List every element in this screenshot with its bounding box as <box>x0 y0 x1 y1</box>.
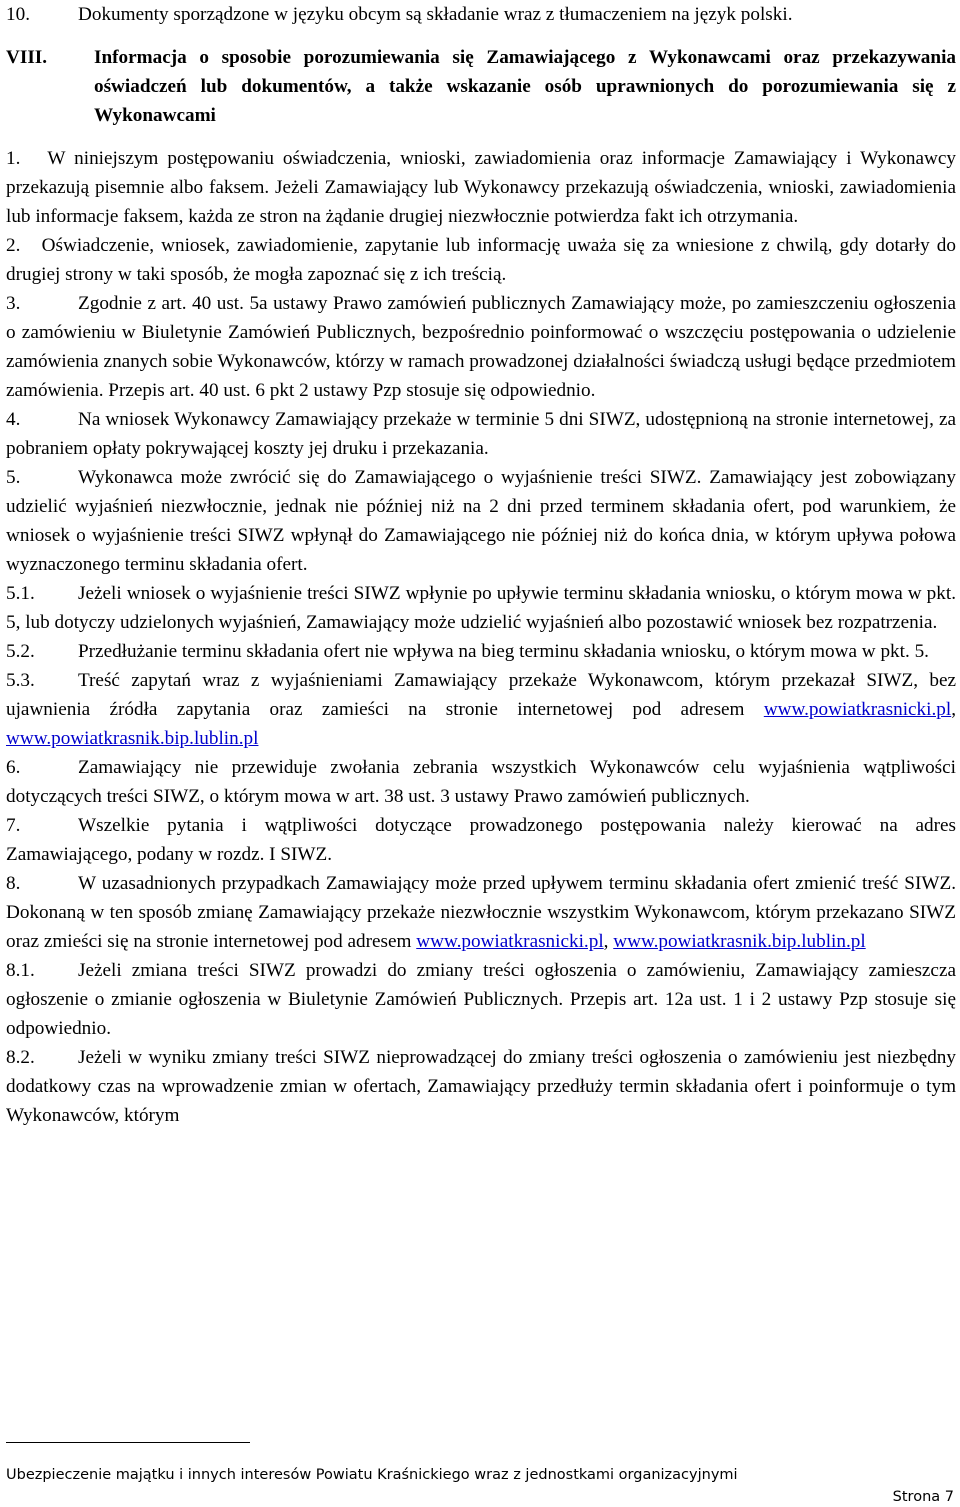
link-powiatkrasnicki[interactable]: www.powiatkrasnicki.pl <box>763 699 952 720</box>
paragraph-text: Dokumenty sporządzone w języku obcym są składanie wraz z tłumaczeniem na język polski. <box>78 4 793 25</box>
paragraph-number: 10. <box>6 4 30 25</box>
paragraph-text: Wykonawca może zwrócić się do Zamawiającego o wyjaśnienie treści SIWZ. Zamawiający jest zobowiązany udzielić wyjaśnień niezwłocznie, jednak nie później niż na 2 dni przed terminem składania ofert, pod warunkiem, że wniosek o wyjaśnienie treści SIWZ wpłynął do Zamawiającego nie później niż do końca dnia, w którym upływa połowa wyznaczonego terminu składania ofert. <box>6 467 956 575</box>
paragraph-number: 5.3. <box>6 670 35 691</box>
paragraph-5 <box>6 463 956 579</box>
paragraph-5-1 <box>6 579 956 637</box>
paragraph-text: Na wniosek Wykonawcy Zamawiający przekaże w terminie 5 dni SIWZ, udostępnioną na stronie internetowej, za pobraniem opłaty pokrywającej koszty jej druku i przekazania. <box>6 409 956 459</box>
paragraph-number: 5.1. <box>6 583 35 604</box>
paragraph-8 <box>6 869 956 956</box>
paragraph-number: 3. <box>6 293 21 314</box>
paragraph-5-3 <box>6 666 956 753</box>
paragraph-10 <box>6 0 956 29</box>
section-heading <box>6 43 956 130</box>
paragraph-number: 1. <box>6 148 21 169</box>
paragraph-text: Treść zapytań wraz z wyjaśnieniami Zamawiający przekaże Wykonawcom, którym przekazał SIWZ, bez ujawnienia źródła zapytania oraz zamieści na stronie internetowej pod adresem <box>6 670 956 720</box>
paragraph-text: Zamawiający nie przewiduje zwołania zebrania wszystkich Wykonawców celu wyjaśnienia wątpliwości dotyczących treści SIWZ, o którym mowa w art. 38 ust. 3 ustawy Prawo zamówień publicznych. <box>6 757 956 807</box>
paragraph-number: 8.1. <box>6 960 35 981</box>
paragraph-text: W uzasadnionych przypadkach Zamawiający może przed upływem terminu składania ofert zmienić treść SIWZ. Dokonaną w ten sposób zmianę Zamawiający przekaże niezwłocznie wszystkim Wykonawcom, którym przekazano SIWZ oraz zmieści się na stronie internetowej pod adresem <box>6 873 956 952</box>
paragraph-6 <box>6 753 956 811</box>
spacer <box>6 130 956 144</box>
paragraph-number: 8. <box>6 873 21 894</box>
paragraph-5-2 <box>6 637 956 666</box>
paragraph-4 <box>6 405 956 463</box>
page-number: Strona 7 <box>892 1489 954 1505</box>
paragraph-number: 7. <box>6 815 21 836</box>
footer-divider <box>6 1442 250 1443</box>
section-number: VIII. <box>6 47 48 68</box>
paragraph-number: 4. <box>6 409 21 430</box>
paragraph-text: Zgodnie z art. 40 ust. 5a ustawy Prawo zamówień publicznych Zamawiający może, po zamieszczeniu ogłoszenia o zamówieniu w Biuletynie Zamówień Publicznych, bezpośrednio poinformować o wszczęciu postępowania o udzielenie zamówienia znanych sobie Wykonawców, którzy w ramach prowadzonej działalności świadczą usługi będące przedmiotem zamówienia. Przepis art. 40 ust. 6 pkt 2 ustawy Pzp stosuje się odpowiednio. <box>6 293 956 401</box>
link-separator: , <box>951 699 957 720</box>
paragraph-7 <box>6 811 956 869</box>
paragraph-text: Jeżeli wniosek o wyjaśnienie treści SIWZ wpłynie po upływie terminu składania wniosku, o którym mowa w pkt. 5, lub dotyczy udzielonych wyjaśnień, Zamawiający może udzielić wyjaśnień albo pozostawić wniosek bez rozpatrzenia. <box>6 583 956 633</box>
paragraph-number: 5.2. <box>6 641 35 662</box>
paragraph-text: Oświadczenie, wniosek, zawiadomienie, zapytanie lub informację uważa się za wniesione z chwilą, gdy dotarły do drugiej strony w taki sposób, że mogła zapoznać się z ich treścią. <box>6 235 956 285</box>
paragraph-text: Przedłużanie terminu składania ofert nie wpływa na bieg terminu składania wniosku, o którym mowa w pkt. 5. <box>78 641 929 662</box>
paragraph-number: 8.2. <box>6 1047 35 1068</box>
paragraph-number: 6. <box>6 757 21 778</box>
footer-text: Ubezpieczenie majątku i innych interesów Powiatu Kraśnickiego wraz z jednostkami organizacyjnymi <box>6 1467 738 1483</box>
paragraph-8-2 <box>6 1043 956 1130</box>
paragraph-text: Jeżeli w wyniku zmiany treści SIWZ nieprowadzącej do zmiany treści ogłoszenia o zamówieniu jest niezbędny dodatkowy czas na wprowadzenie zmian w ofertach, Zamawiający przedłuży termin składania ofert i poinformuje o tym Wykonawców, którym <box>6 1047 956 1126</box>
paragraph-1 <box>6 144 956 231</box>
link-bip-lublin[interactable]: www.powiatkrasnik.bip.lublin.pl <box>613 931 866 952</box>
paragraph-text: Wszelkie pytania i wątpliwości dotyczące prowadzonego postępowania należy kierować na adres Zamawiającego, podany w rozdz. I SIWZ. <box>6 815 956 865</box>
paragraph-number: 5. <box>6 467 21 488</box>
paragraph-2 <box>6 231 956 289</box>
link-bip-lublin[interactable]: www.powiatkrasnik.bip.lublin.pl <box>6 728 259 749</box>
document-page <box>6 0 956 1130</box>
paragraph-8-1 <box>6 956 956 1043</box>
link-separator: , <box>603 931 614 952</box>
spacer <box>6 29 956 43</box>
paragraph-text: W niniejszym postępowaniu oświadczenia, wnioski, zawiadomienia oraz informacje Zamawiający i Wykonawcy przekazują pisemnie albo faksem. Jeżeli Zamawiający lub Wykonawcy przekazują oświadczenia, wnioski, zawiadomienia lub informacje faksem, każda ze stron na żądanie drugiej niezwłocznie potwierdza fakt ich otrzymania. <box>6 148 956 227</box>
section-title: Informacja o sposobie porozumiewania się Zamawiającego z Wykonawcami oraz przekazywania oświadczeń lub dokumentów, a także wskazanie osób uprawnionych do porozumiewania się z Wykonawcami <box>94 47 956 126</box>
paragraph-3 <box>6 289 956 405</box>
paragraph-number: 2. <box>6 235 21 256</box>
paragraph-text: Jeżeli zmiana treści SIWZ prowadzi do zmiany treści ogłoszenia o zamówieniu, Zamawiający zamieszcza ogłoszenie o zmianie ogłoszenia w Biuletynie Zamówień Publicznych. Przepis art. 12a ust. 1 i 2 ustawy Pzp stosuje się odpowiednio. <box>6 960 956 1039</box>
link-powiatkrasnicki[interactable]: www.powiatkrasnicki.pl <box>416 931 604 952</box>
